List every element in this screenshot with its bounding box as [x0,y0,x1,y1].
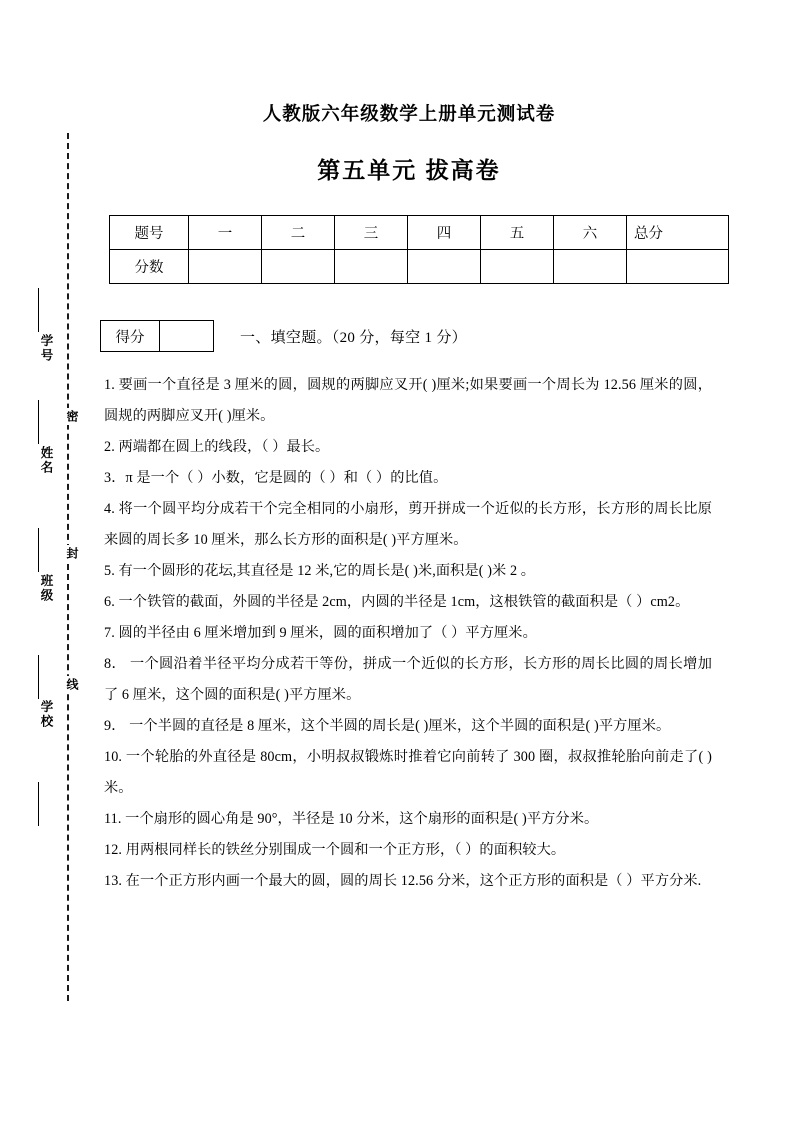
score-cell-4[interactable] [408,250,481,284]
exam-paper [95,0,723,1122]
score-table-col-5: 五 [481,216,554,250]
page-title: 人教版六年级数学上册单元测试卷 [262,105,556,125]
defen-input[interactable] [160,321,213,351]
info-label-banji: 班级 [39,574,53,603]
score-cell-5[interactable] [481,250,554,284]
defen-box [100,320,214,352]
score-cell-6[interactable] [554,250,627,284]
question-item: 12. 用两根同样长的铁丝分别围成一个圆和一个正方形，（ ）的面积较大。 [104,842,566,858]
question-item: 8． 一个圆沿着半径平均分成若干等份，拼成一个近似的长方形，长方形的周长比圆的周长增加了 6 厘米，这个圆的面积是( )平方厘米。 [104,656,712,703]
info-rule-banji [38,528,39,572]
section-one-title: 一、填空题。（20 分，每空 1 分） [240,329,467,346]
question-list [104,370,712,897]
question-item: 9． 一个半圆的直径是 8 厘米，这个半圆的周长是( )厘米，这个半圆的面积是( )平方厘米。 [104,718,671,734]
info-rule-top [38,288,39,332]
section-one-header [100,320,723,352]
info-label-xuexiao: 学校 [39,700,53,729]
score-table [109,215,729,284]
seal-word-feng: 封 [58,545,78,562]
score-table-row-label: 题号 [110,216,189,250]
score-table-col-4: 四 [408,216,481,250]
question-item: 1. 要画一个直径是 3 厘米的圆，圆规的两脚应叉开( )厘米;如果要画一个周长为 12.56 厘米的圆，圆规的两脚应叉开( )厘米。 [104,377,712,424]
question-item: 5. 有一个圆形的花坛,其直径是 12 米,它的周长是( )米,面积是( )米 2 。 [104,563,536,579]
score-table-col-total: 总分 [627,216,729,250]
seal-dashed-line [67,133,69,1001]
score-cell-1[interactable] [189,250,262,284]
defen-label: 得分 [101,321,160,351]
seal-margin-area [0,0,95,1122]
question-item: 10. 一个轮胎的外直径是 80cm，小明叔叔锻炼时推着它向前转了 300 圈，叔叔推轮胎向前走了( )米。 [104,749,712,796]
question-item: 3．π 是一个（ ）小数，它是圆的（ ）和（ ）的比值。 [104,470,448,486]
question-item: 7. 圆的半径由 6 厘米增加到 9 厘米，圆的面积增加了（ ）平方厘米。 [104,625,537,641]
info-rule-bottom [38,782,39,826]
score-table-col-3: 三 [335,216,408,250]
question-item: 11. 一个扇形的圆心角是 90°，半径是 10 分米，这个扇形的面积是( )平方分米。 [104,811,599,827]
score-table-col-2: 二 [262,216,335,250]
score-cell-3[interactable] [335,250,408,284]
info-label-xingming: 姓名 [39,446,53,475]
score-cell-total[interactable] [627,250,729,284]
info-rule-xingming [38,400,39,444]
seal-word-mi: 密 [58,408,78,425]
table-row [110,216,729,250]
question-item: 4. 将一个圆平均分成若干个完全相同的小扇形，剪开拼成一个近似的长方形，长方形的周长比原来圆的周长多 10 厘米，那么长方形的面积是( )平方厘米。 [104,501,712,548]
info-rule-xuexiao [38,655,39,699]
info-label-xuehao: 学号 [39,334,53,363]
score-table-col-1: 一 [189,216,262,250]
score-cell-2[interactable] [262,250,335,284]
question-item: 2. 两端都在圆上的线段，（ ）最长。 [104,439,330,455]
score-table-row-label-score: 分数 [110,250,189,284]
page-subtitle: 第五单元 拔高卷 [317,157,501,183]
seal-word-xian: 线 [58,676,78,693]
table-row [110,250,729,284]
question-item: 6. 一个铁管的截面，外圆的半径是 2cm，内圆的半径是 1cm，这根铁管的截面积是（ ）cm2。 [104,594,690,610]
score-table-col-6: 六 [554,216,627,250]
question-item: 13. 在一个正方形内画一个最大的圆，圆的周长 12.56 分米，这个正方形的面积是（ ）平方分米. [104,873,702,889]
